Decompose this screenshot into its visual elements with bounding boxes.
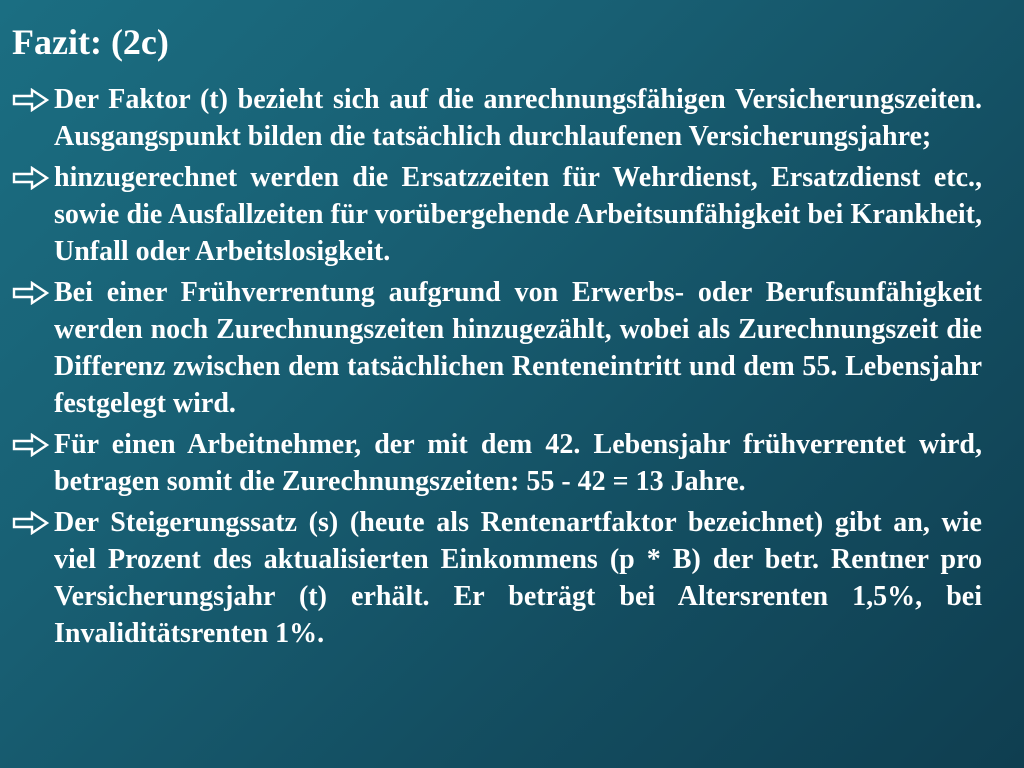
bullet-item <box>12 159 982 270</box>
bullet-item <box>12 274 982 422</box>
bullet-list <box>12 81 982 656</box>
bullet-item <box>12 426 982 500</box>
bullet-item <box>12 504 982 652</box>
bullet-text: Der Faktor (t) bezieht sich auf die anrechnungsfähigen Versicherungszeiten. Ausgangspunkt bilden die tatsächlich durchlaufenen Versicherungsjahre; <box>54 84 982 152</box>
slide-title: Fazit: (2c) <box>12 22 169 62</box>
bullet-text: Bei einer Frühverrentung aufgrund von Erwerbs- oder Berufsunfähigkeit werden noch Zurechnungszeiten hinzugezählt, wobei als Zurechnungszeit die Differenz zwischen dem tatsächlichen Renteneintritt und dem 55. Lebensjahr festgelegt wird. <box>54 277 982 419</box>
bullet-text: Der Steigerungssatz (s) (heute als Rentenartfaktor bezeichnet) gibt an, wie viel Prozent des aktualisierten Einkommens (p * B) der betr. Rentner pro Versicherungsjahr (t) erhält. Er beträgt bei Altersrenten 1,5%, bei Invaliditätsrenten 1%. <box>54 507 982 649</box>
hollow-right-arrow-icon <box>12 426 54 463</box>
hollow-right-arrow-icon <box>12 159 54 196</box>
bullet-text: hinzugerechnet werden die Ersatzzeiten für Wehrdienst, Ersatzdienst etc., sowie die Ausfallzeiten für vorübergehende Arbeitsunfähigkeit bei Krankheit, Unfall oder Arbeitslosigkeit. <box>54 162 982 267</box>
bullet-text: Für einen Arbeitnehmer, der mit dem 42. Lebensjahr frühverrentet wird, betragen somit die Zurechnungszeiten: 55 - 42 = 13 Jahre. <box>54 429 982 497</box>
bullet-item <box>12 81 982 155</box>
hollow-right-arrow-icon <box>12 274 54 311</box>
hollow-right-arrow-icon <box>12 504 54 541</box>
hollow-right-arrow-icon <box>12 81 54 118</box>
